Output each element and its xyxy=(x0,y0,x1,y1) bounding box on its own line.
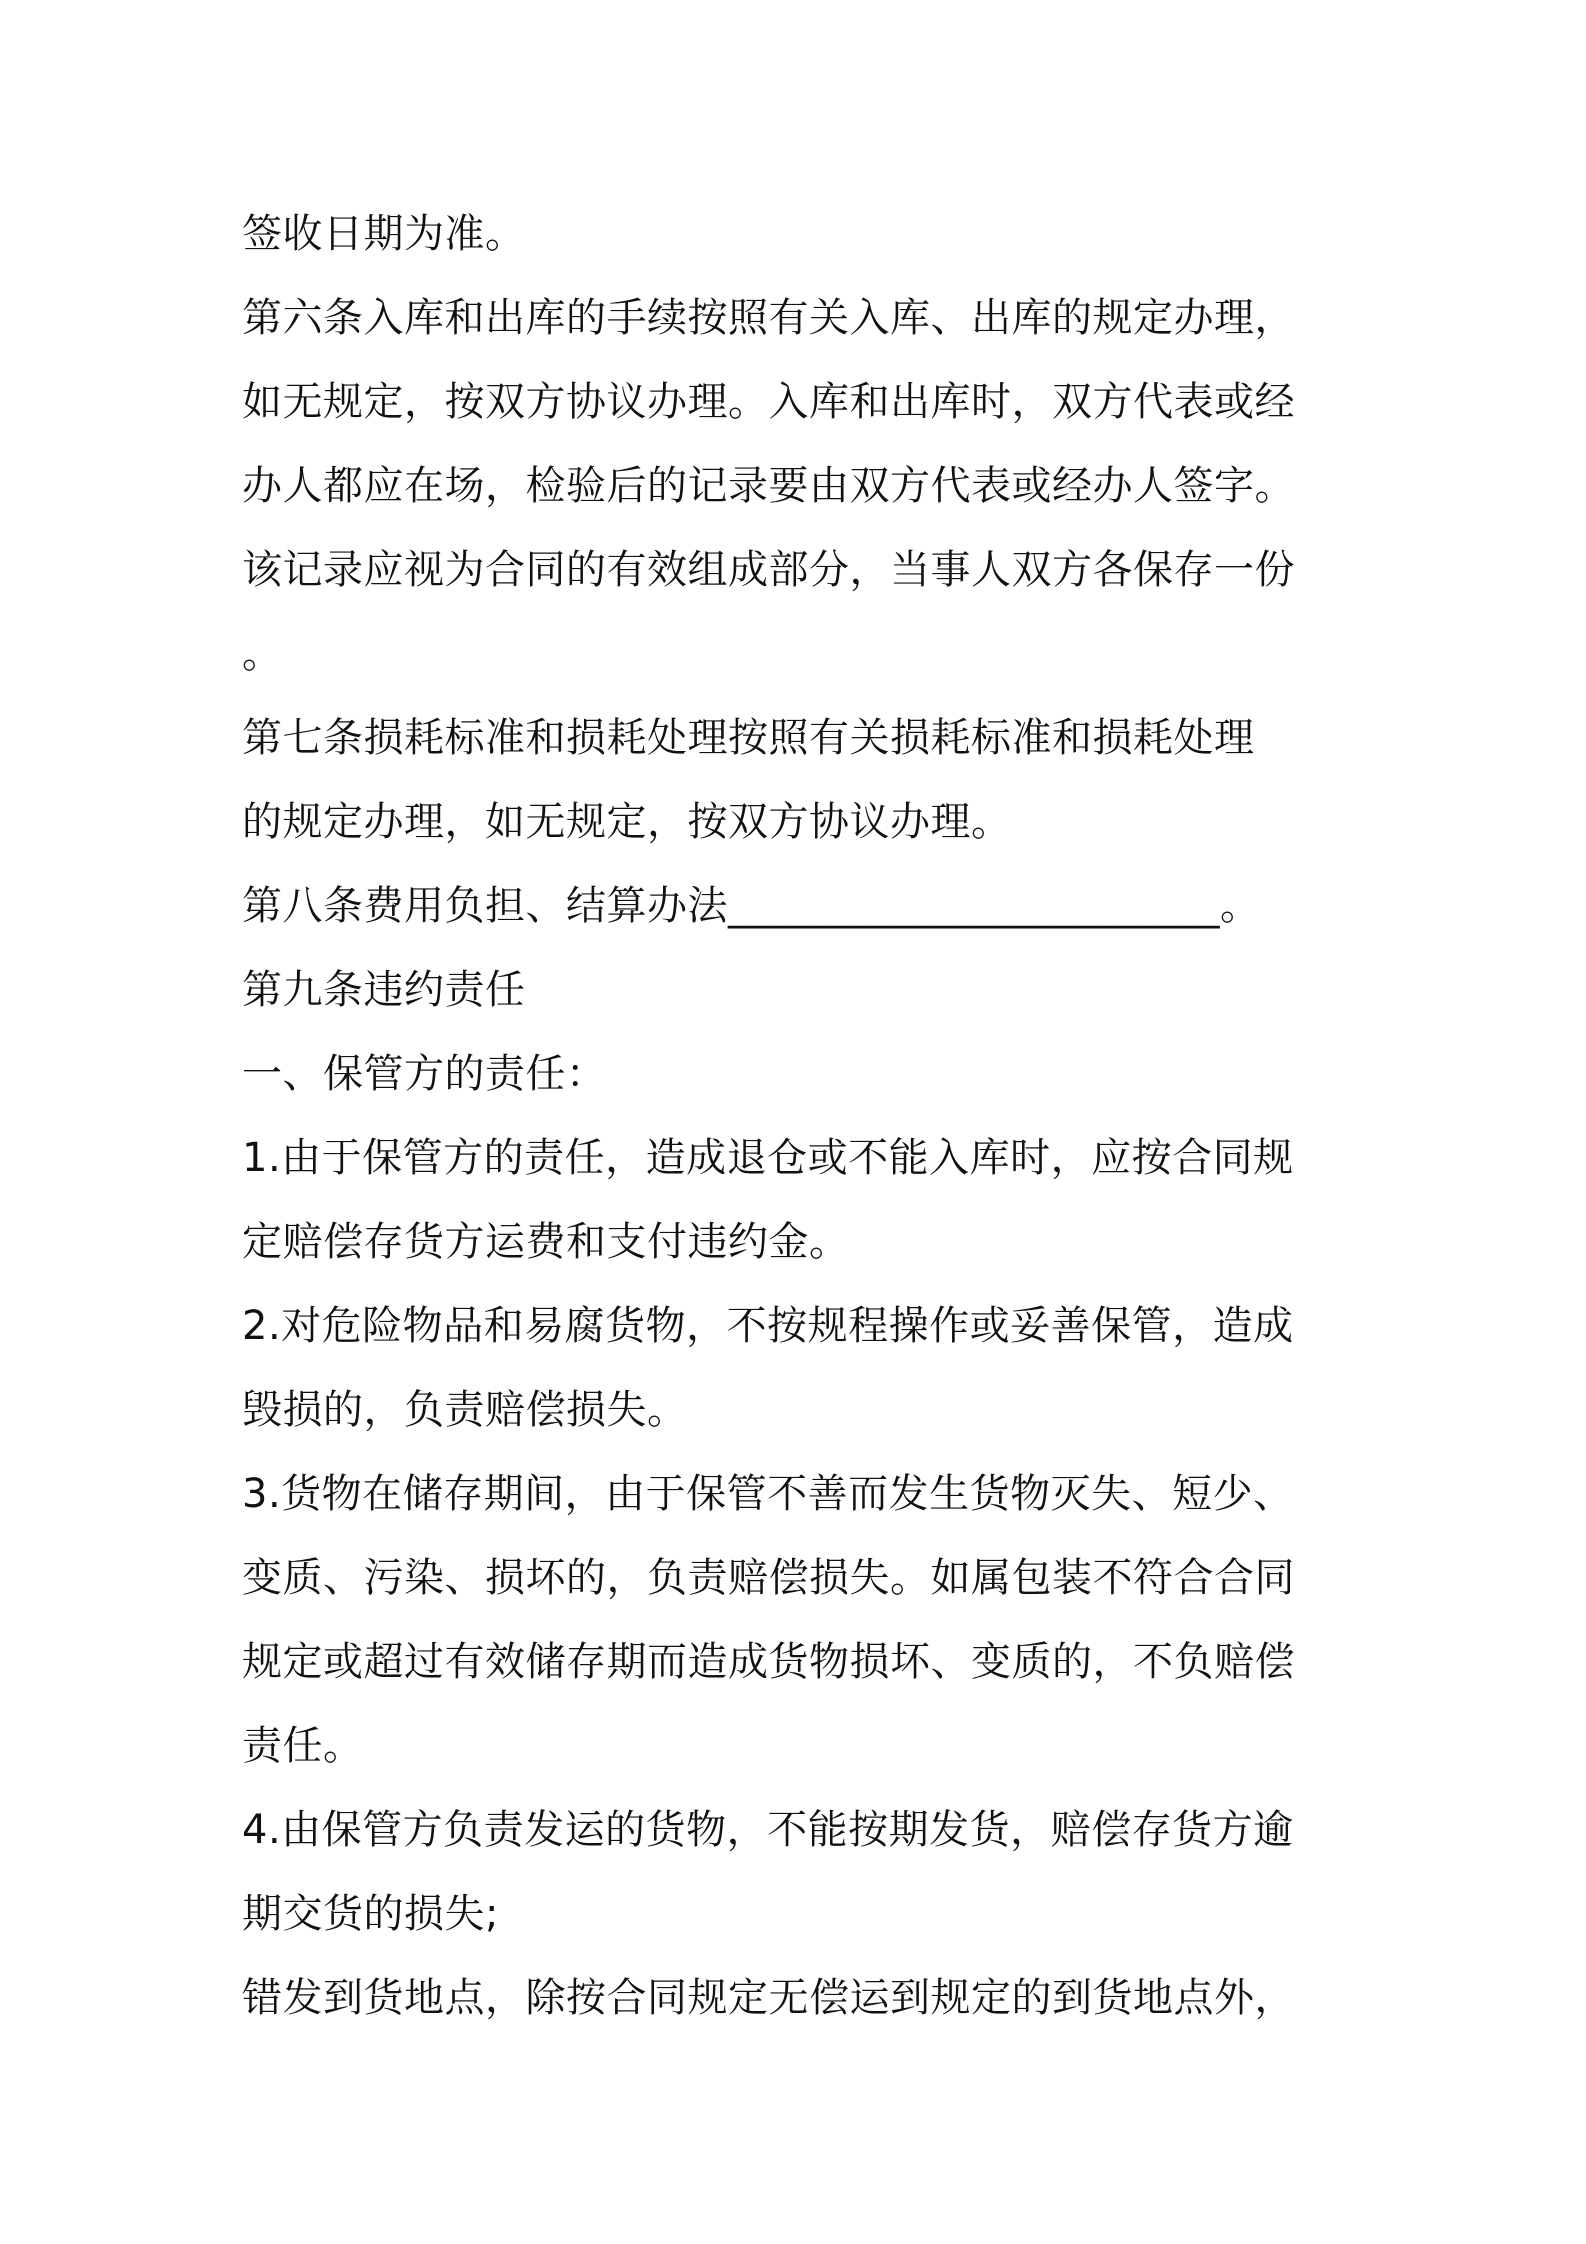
text-line: 2.对危险物品和易腐货物，不按规程操作或妥善保管，造成 xyxy=(242,1303,1294,1349)
text-line: 4.由保管方负责发运的货物，不能按期发货，赔偿存货方逾 xyxy=(242,1807,1294,1853)
text-line: 如无规定，按双方协议办理。入库和出库时，双方代表或经 xyxy=(242,379,1295,425)
text-line: 期交货的损失; xyxy=(242,1891,499,1937)
text-line: 1.由于保管方的责任，造成退仓或不能入库时，应按合同规 xyxy=(242,1135,1294,1181)
text-line: 办人都应在场，检验后的记录要由双方代表或经办人签字。 xyxy=(242,463,1295,509)
text-line: 3.货物在储存期间，由于保管不善而发生货物灭失、短少、 xyxy=(242,1471,1294,1517)
text-line: 第八条费用负担、结算办法________________________。 xyxy=(242,883,1261,929)
text-line: 第九条违约责任 xyxy=(242,967,526,1013)
text-line: 一、保管方的责任： xyxy=(242,1051,607,1097)
text-line: 规定或超过有效储存期而造成货物损坏、变质的，不负赔偿 xyxy=(242,1639,1295,1685)
text-line: 第六条入库和出库的手续按照有关入库、出库的规定办理， xyxy=(242,295,1295,341)
text-line: 签收日期为准。 xyxy=(242,211,526,257)
text-line: 责任。 xyxy=(242,1723,364,1769)
text-line: 该记录应视为合同的有效组成部分，当事人双方各保存一份 xyxy=(242,547,1295,593)
text-line: 变质、污染、损坏的，负责赔偿损失。如属包装不符合合同 xyxy=(242,1555,1295,1601)
text-line: 第七条损耗标准和损耗处理按照有关损耗标准和损耗处理 xyxy=(242,715,1255,761)
contract-text-body xyxy=(242,192,1352,2040)
text-line: 错发到货地点，除按合同规定无偿运到规定的到货地点外， xyxy=(242,1975,1295,2021)
text-line: 定赔偿存货方运费和支付违约金。 xyxy=(242,1219,850,1265)
text-line: 。 xyxy=(242,631,283,677)
text-line: 毁损的，负责赔偿损失。 xyxy=(242,1387,688,1433)
text-line: 的规定办理，如无规定，按双方协议办理。 xyxy=(242,799,1012,845)
